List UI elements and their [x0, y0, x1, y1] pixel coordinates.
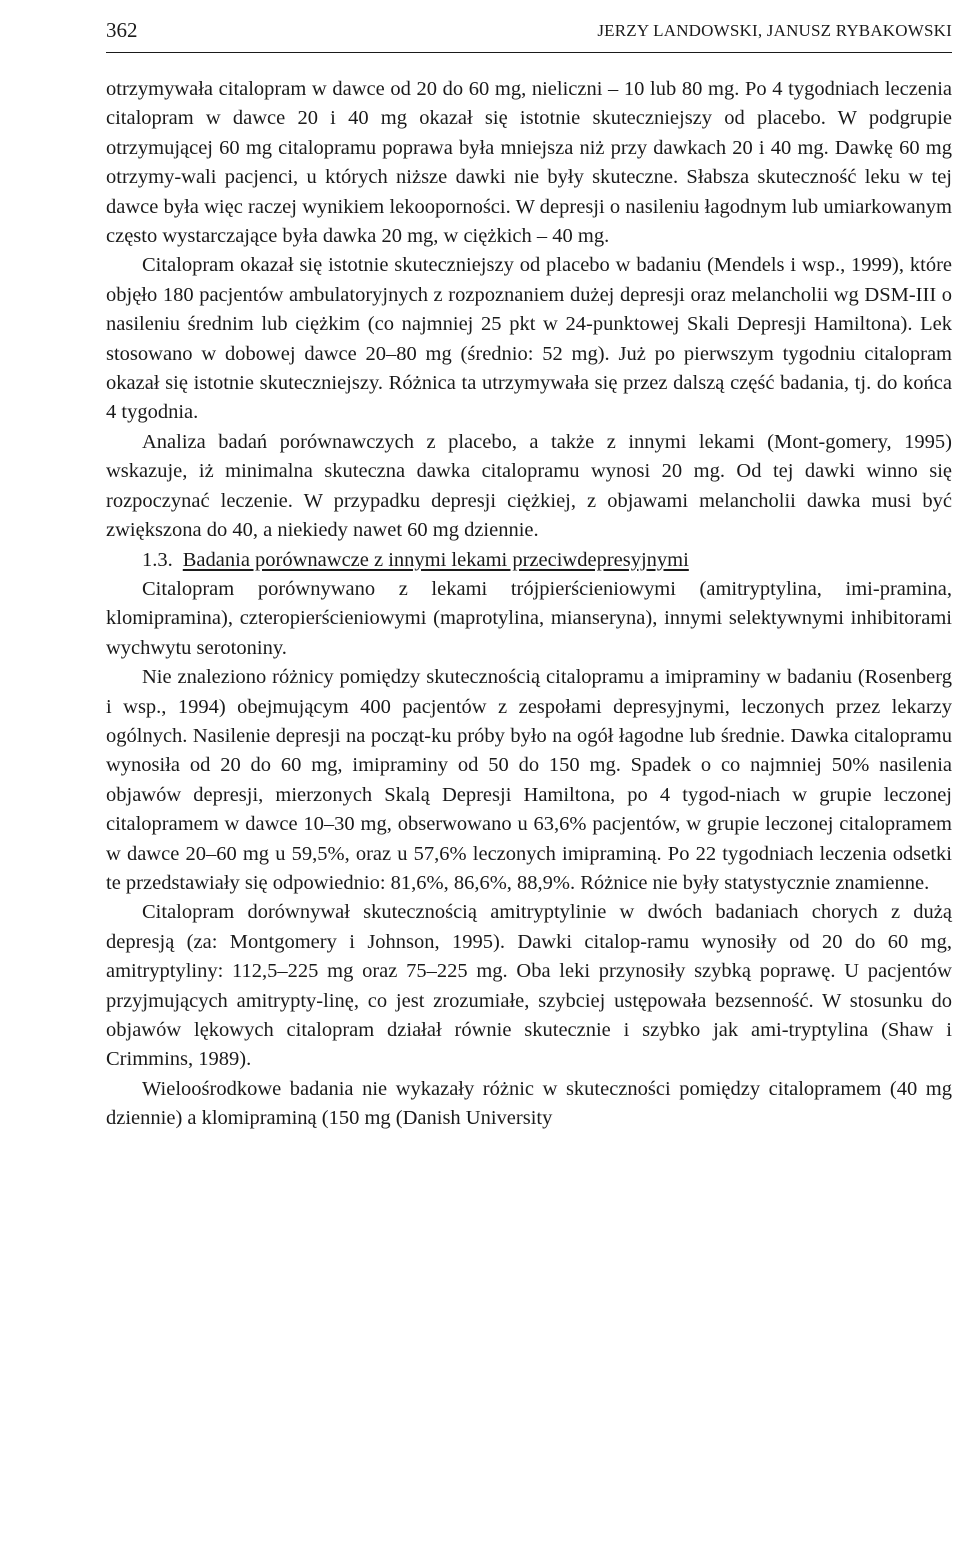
section-number: 1.3. — [142, 548, 173, 571]
page-header — [106, 8, 952, 53]
section-title: Badania porównawcze z innymi lekami przeciwdepresyjnymi — [182, 548, 689, 571]
running-head: JERZY LANDOWSKI, JANUSZ RYBAKOWSKI — [597, 21, 952, 40]
paragraph-mendels-study: Citalopram okazał się istotnie skuteczniejszy od placebo w badaniu (Mendels i wsp., 1999), które objęło 180 pacjentów ambulatoryjnych z rozpoznaniem dużej depresji oraz melancholii wg DSM-III o nasileniu średnim lub ciężkim (co najmniej 25 pkt w 24-punktowej Skali Depresji Hamiltona). Lek stosowano w dobowej dawce 20–80 mg (średnio: 52 mg). Już po pierwszym tygodniu citalopram okazał się istotnie skuteczniejszy. Różnica ta utrzymywała się przez dalszą część badania, tj. do końca 4 tygodnia. — [106, 254, 952, 424]
paragraph-dose-analysis: Analiza badań porównawczych z placebo, a także z innymi lekami (Mont-gomery, 1995) wskazuje, iż minimalna skuteczna dawka citalopramu wynosi 20 mg. Od tej dawki winno się rozpoczynać leczenie. W przypadku depresji ciężkiej, z objawami melancholii dawka musi być zwiększona do 40, a niekiedy nawet 60 mg dziennie. — [106, 430, 952, 542]
page-number: 362 — [106, 18, 138, 42]
paragraph-clomipramine-study: Wieloośrodkowe badania nie wykazały różnic w skuteczności pomiędzy citalopramem (40 mg dziennie) a klomipraminą (150 mg (Danish University — [106, 1077, 952, 1130]
body-text — [106, 75, 952, 1134]
paragraph-imipramine-study: Nie znaleziono różnicy pomiędzy skutecznością citalopramu a imipraminy w badaniu (Rosenberg i wsp., 1994) obejmującym 400 pacjentów z zespołami depresyjnymi, leczonych przez lekarzy ogólnych. Nasilenie depresji na począt-ku próby było na ogół łagodne lub średnie. Dawka citalopramu wynosiła od 20 do 60 mg, imipraminy od 50 do 150 mg. Spadek o co najmniej 50% nasilenia objawów depresji, mierzonych Skalą Depresji Hamiltona, po 4 tygod-niach w grupie leczonej citalopramem w dawce 10–30 mg, obserwowano u 63,6% pacjentów, w grupie leczonej citalopramem w dawce 20–60 mg u 59,5%, oraz u 57,6% leczonych imipraminą. Po 22 tygodniach leczenia odsetki te przedstawiały się odpowiednio: 81,6%, 86,6%, 88,9%. Różnice nie były statystycznie znamienne. — [106, 666, 952, 894]
paragraph-continued: otrzymywała citalopram w dawce od 20 do 60 mg, nieliczni – 10 lub 80 mg. Po 4 tygodniach leczenia citalopram w dawce 20 i 40 mg okazał się istotnie skuteczniejszy od placebo. W podgrupie otrzymującej 60 mg citalopramu poprawa była mniejsza niż przy dawkach 20 i 40 mg. Dawkę 60 mg otrzymy-wali pacjenci, u których niższe dawki nie były skuteczne. Słabsza skuteczność leku w tej dawce była więc raczej wynikiem lekooporności. W depresji o nasileniu łagodnym lub umiarkowanym często wystarczające była dawka 20 mg, w ciężkich – 40 mg. — [106, 78, 952, 248]
paragraph-amitriptyline-study: Citalopram dorównywał skutecznością amitryptylinie w dwóch badaniach chorych z dużą depresją (za: Montgomery i Johnson, 1995). Dawki citalop-ramu wynosiły od 20 do 60 mg, amitryptyliny: 112,5–225 mg oraz 75–225 mg. Oba leki przynosiły szybką poprawę. U pacjentów przyjmujących amitrypty-linę, co jest zrozumiałe, szybciej ustępowała bezsenność. W stosunku do objawów lękowych citalopram działał równie skutecznie i szybko jak ami-tryptylina (Shaw i Crimmins, 1989). — [106, 901, 952, 1071]
paragraph-comparisons: Citalopram porównywano z lekami trójpierścieniowymi (amitryptylina, imi-pramina, klomipramina), czteropierścieniowymi (maprotylina, mianseryna), innymi selektywnymi inhibitorami wychwytu serotoniny. — [106, 577, 952, 659]
section-heading — [106, 546, 952, 575]
